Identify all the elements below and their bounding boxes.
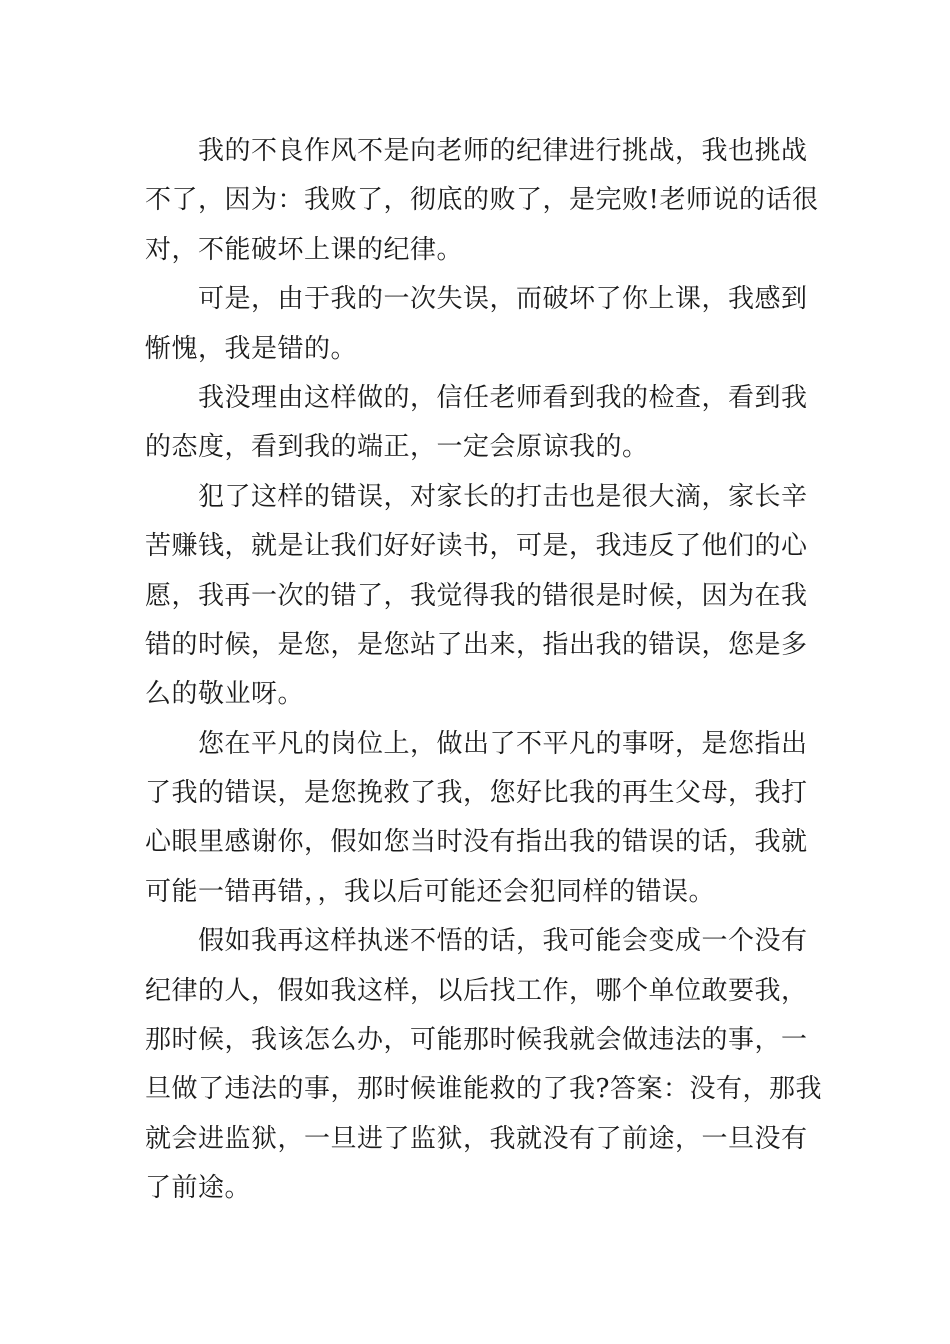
text-line: 犯了这样的错误，对家长的打击也是很大滴，家长辛 [198,481,808,512]
text-line: 心眼里感谢你，假如您当时没有指出我的错误的话，我就 [145,827,808,858]
paragraph [145,473,810,720]
text-line: 不了，因为：我败了，彻底的败了，是完败!老师说的话很 [145,185,819,216]
paragraph [145,720,810,918]
text-line: 就会进监狱，一旦进了监狱，我就没有了前途，一旦没有 [145,1123,808,1154]
text-line: 可能一错再错，，我以后可能还会犯同样的错误。 [145,876,716,907]
text-line: 可是，由于我的一次失误，而破坏了你上课，我感到 [198,284,808,315]
text-line: 错的时候，是您，是您站了出来，指出我的错误，您是多 [145,629,808,660]
text-line: 了我的错误，是您挽救了我，您好比我的再生父母，我打 [145,778,808,809]
text-line: 么的敬业呀。 [145,679,305,710]
text-line: 那时候，我该怎么办，可能那时候我就会做违法的事，一 [145,1025,808,1056]
text-line: 愿，我再一次的错了，我觉得我的错很是时候，因为在我 [145,580,808,611]
paragraph [145,127,819,275]
text-line: 惭愧，我是错的。 [145,333,358,364]
text-line: 假如我再这样执迷不悟的话，我可能会变成一个没有 [198,926,808,957]
text-line: 旦做了违法的事，那时候谁能救的了我?答案：没有，那我 [145,1074,822,1105]
text-line: 我没理由这样做的，信任老师看到我的检查，看到我 [198,382,808,413]
paragraph [145,374,810,473]
text-line: 的态度，看到我的端正，一定会原谅我的。 [145,432,649,463]
text-line: 纪律的人，假如我这样，以后找工作，哪个单位敢要我， [145,975,808,1006]
text-line: 您在平凡的岗位上，做出了不平凡的事呀，是您指出 [198,728,808,759]
text-line: 苦赚钱，就是让我们好好读书，可是，我违反了他们的心 [145,531,808,562]
text-line: 对，不能破坏上课的纪律。 [145,234,464,265]
document-body [145,127,822,1214]
text-line: 了前途。 [145,1173,252,1204]
paragraph [145,917,822,1213]
text-line: 我的不良作风不是向老师的纪律进行挑战，我也挑战 [198,136,808,166]
paragraph [145,275,810,374]
